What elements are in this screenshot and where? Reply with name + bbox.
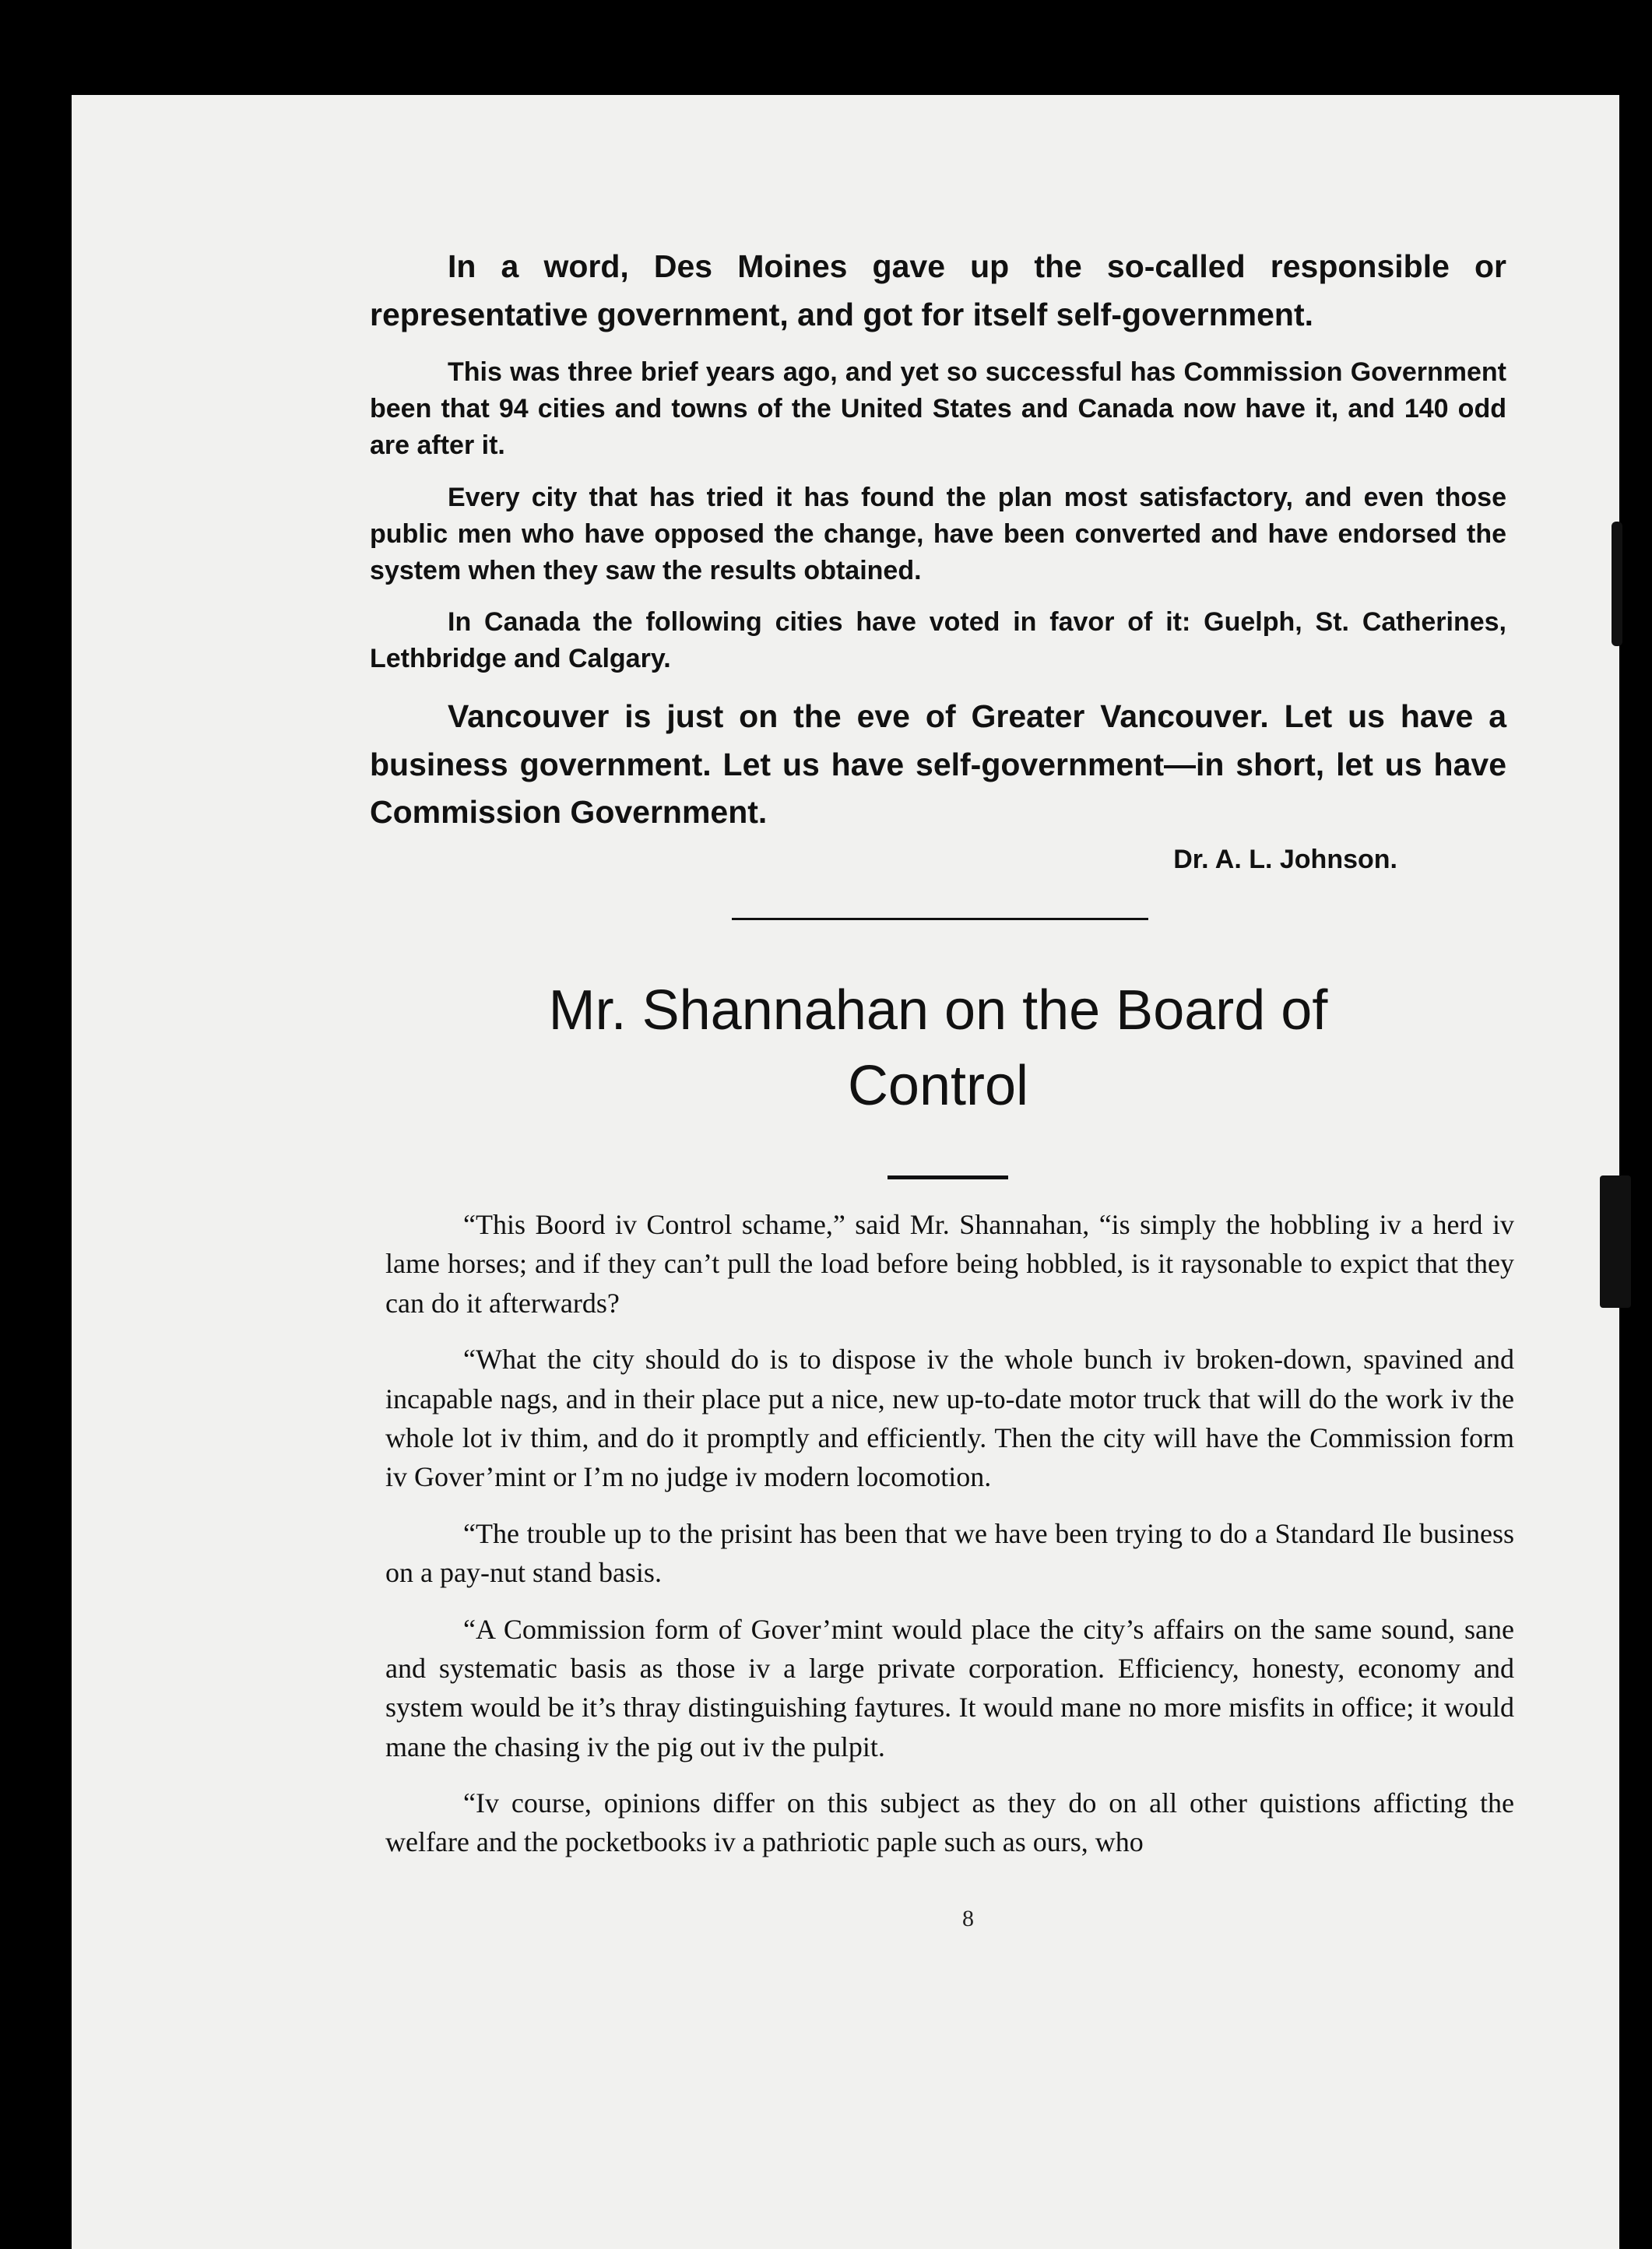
paragraph: Every city that has tried it has found the plan most satisfactory, and even those public men who have opposed the change, have been converted and have endorsed the system when they saw the results obtained.: [370, 482, 1506, 585]
article-title: [436, 973, 1440, 1124]
paragraph: “A Commission form of Gover’mint would place the city’s affairs on the same sound, sane and systematic basis as those iv a large private corporation. Efficiency, honesty, economy and system would be it’s thray distinguishing faytures. It would mane no more misfits in office; it would mane the chasing iv the pig out iv the pulpit.: [385, 1613, 1514, 1762]
binding-mark: [1600, 1175, 1631, 1308]
paragraph: “What the city should do is to dispose iv the whole bunch iv broken-down, spavined and incapable nags, and in their place put a nice, new up-to-date motor truck that will do the work iv the whole lot iv thim, and do it promptly and efficiently. Then the city will have the Commission form iv Gover’mint or I’m no judge iv modern locomotion.: [385, 1344, 1514, 1493]
page-number: 8: [962, 1906, 974, 1931]
section-divider: [732, 918, 1148, 920]
paragraph: In Canada the following cities have voted in favor of it: Guelph, St. Catherines, Lethbridge and Calgary.: [370, 607, 1506, 674]
title-underline: [888, 1175, 1008, 1179]
paragraph: “This Boord iv Control schame,” said Mr. Shannahan, “is simply the hobbling iv a herd iv lame horses; and if they can’t pull the load before being hobbled, is it raysonable to expict that they can do it afterwards?: [385, 1209, 1514, 1319]
paragraph-closing: Vancouver is just on the eve of Greater Vancouver. Let us have a business government. Let us have self-government—in short, let us have Commission Government.: [370, 698, 1506, 831]
paragraph-lead: In a word, Des Moines gave up the so-called responsible or representative government, and got for itself self-government.: [370, 248, 1506, 332]
scan-border: [1621, 0, 1652, 2249]
author-signature: Dr. A. L. Johnson.: [1173, 844, 1397, 874]
article-shannahan: [385, 1205, 1514, 1879]
title-line-1: Mr. Shannahan on the Board of: [548, 979, 1328, 1042]
paragraph: “The trouble up to the prisint has been that we have been trying to do a Standard Ile business on a pay-nut stand basis.: [385, 1517, 1514, 1589]
article-commission-government: [370, 243, 1506, 875]
paragraph: This was three brief years ago, and yet so successful has Commission Government been that 94 cities and towns of the United States and Canada now have it, and 140 odd are after it.: [370, 357, 1506, 460]
title-line-2: Control: [847, 1055, 1029, 1118]
binding-mark: [1612, 522, 1622, 646]
paragraph: “Iv course, opinions differ on this subject as they do on all other quistions afficting the welfare and the pocketbooks iv a pathriotic paple such as ours, who: [385, 1787, 1514, 1858]
